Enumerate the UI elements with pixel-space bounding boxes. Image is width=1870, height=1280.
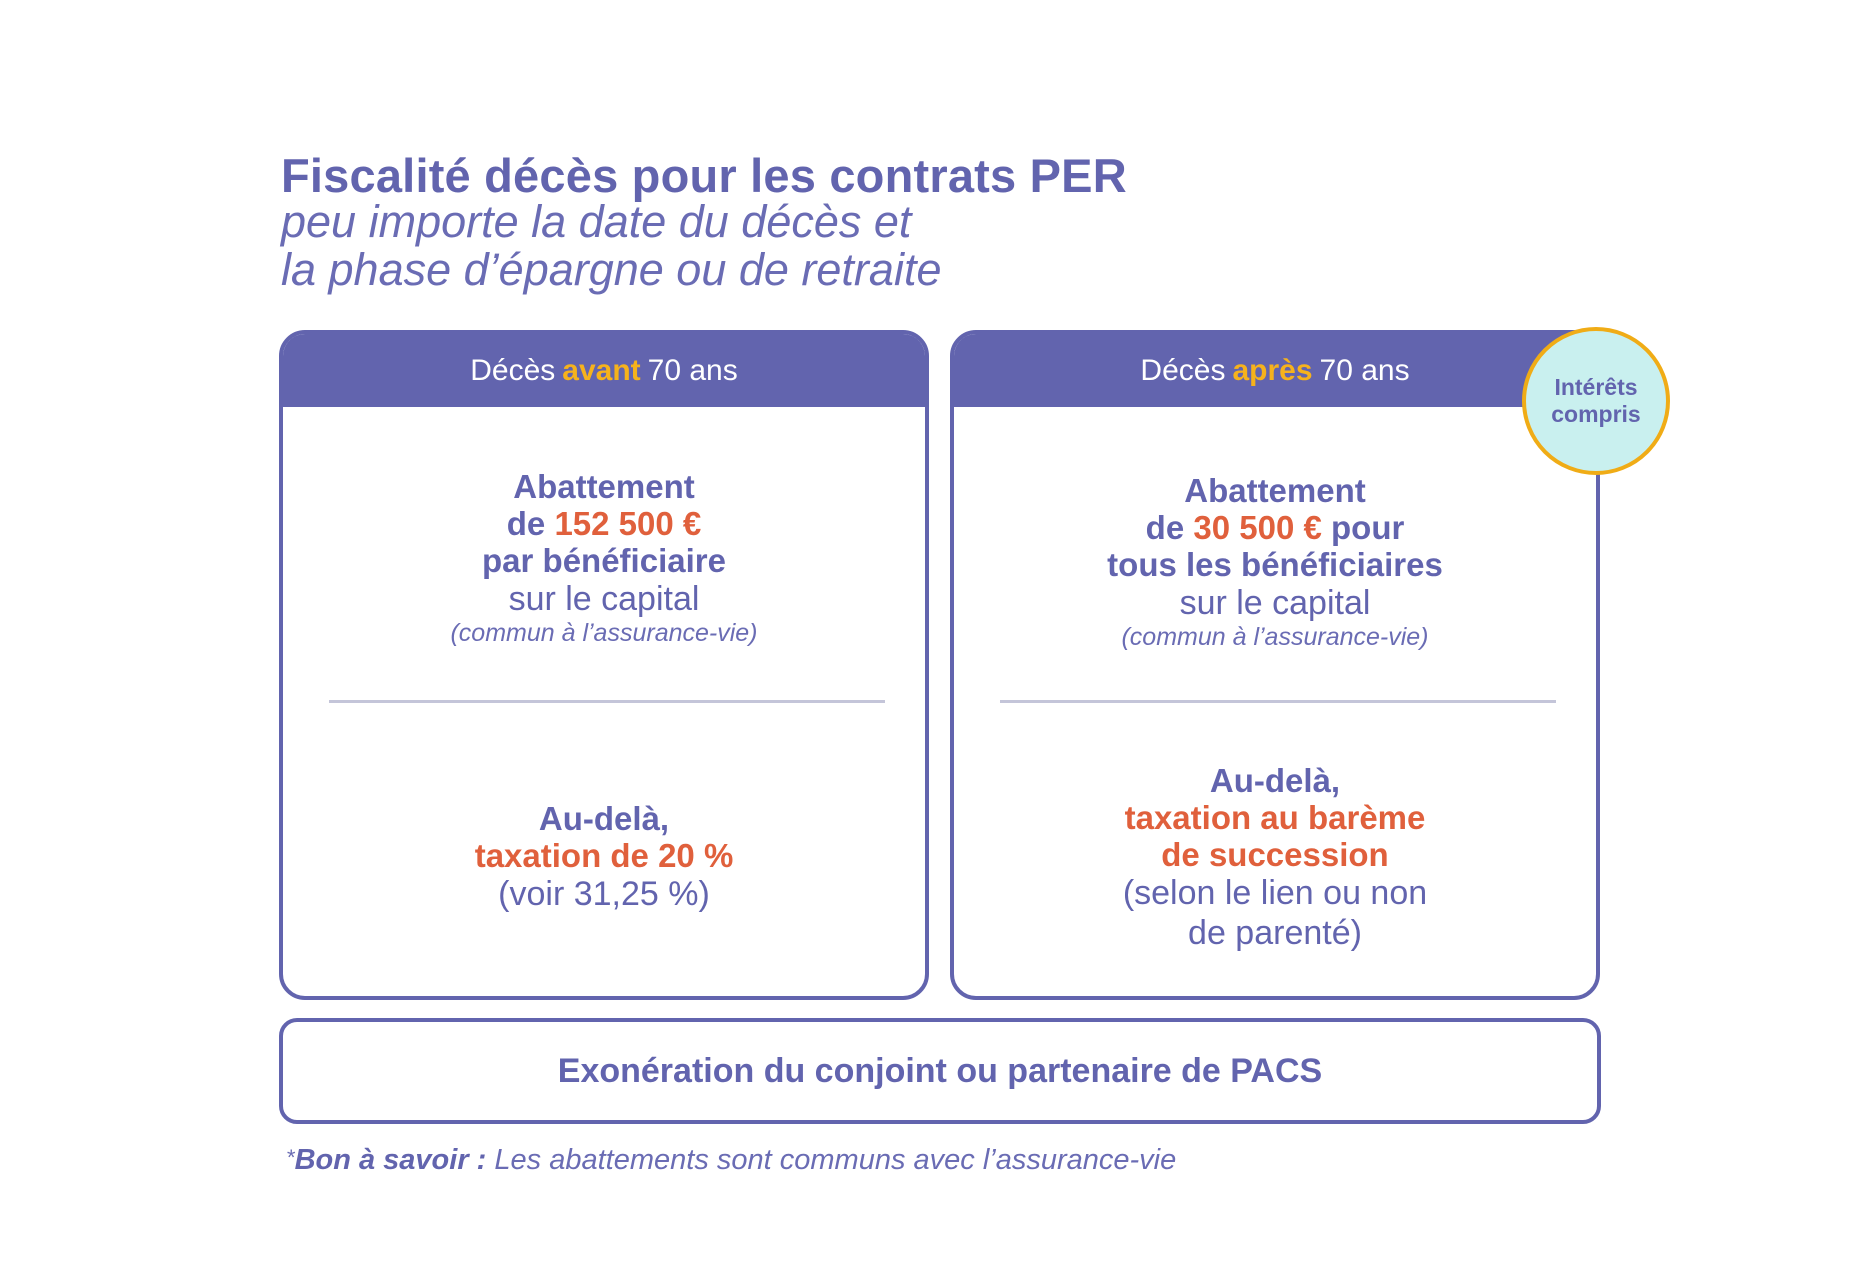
card-header-post: 70 ans xyxy=(1319,353,1410,387)
page-title: Fiscalité décès pour les contrats PER xyxy=(281,149,1127,202)
footnote-star: * xyxy=(286,1145,295,1170)
card-divider xyxy=(1000,700,1556,703)
beyond-tax-line-2: de succession xyxy=(1161,836,1389,873)
abattement-block xyxy=(283,468,925,647)
beyond-title: Au-delà, xyxy=(538,800,670,837)
subtitle-line-2: la phase d’épargne ou de retraite xyxy=(281,244,942,295)
subtitle-line-1: peu importe la date du décès et xyxy=(281,196,912,247)
badge-line-2: compris xyxy=(1551,401,1641,427)
card-header-highlight: avant xyxy=(562,353,641,387)
abattement-amount: 152 500 € xyxy=(554,505,702,542)
card-after-70 xyxy=(950,330,1600,1000)
beyond-block xyxy=(954,762,1596,953)
beyond-tax-line-1: taxation au barème xyxy=(1124,799,1426,836)
card-header-highlight: après xyxy=(1232,353,1313,387)
abattement-beneficiary: tous les bénéficiaires xyxy=(1107,546,1443,583)
beyond-block xyxy=(283,800,925,914)
card-divider xyxy=(329,700,885,703)
interets-compris-badge xyxy=(1522,327,1670,475)
beyond-detail-line-1: (selon le lien ou non xyxy=(1122,874,1428,912)
exoneration-banner xyxy=(279,1018,1601,1124)
card-header xyxy=(283,334,925,407)
abattement-note: (commun à l’assurance-vie) xyxy=(450,619,758,647)
card-before-70 xyxy=(279,330,929,1000)
abattement-title: Abattement xyxy=(1184,472,1366,509)
beyond-tax: taxation de 20 % xyxy=(474,837,734,874)
footnote-text: Les abattements sont communs avec l’assurance-vie xyxy=(494,1144,1177,1176)
exoneration-text: Exonération du conjoint ou partenaire de PACS xyxy=(557,1051,1323,1090)
abattement-capital: sur le capital xyxy=(1179,584,1371,622)
beyond-detail: (voir 31,25 %) xyxy=(498,875,710,913)
card-header-pre: Décès xyxy=(470,353,556,387)
abattement-note: (commun à l’assurance-vie) xyxy=(1121,623,1429,651)
abattement-amount-line: de 152 500 € xyxy=(506,505,702,542)
page-subtitle xyxy=(281,198,941,294)
abattement-amount: 30 500 € xyxy=(1193,509,1322,546)
beyond-detail-line-2: de parenté) xyxy=(1188,914,1362,952)
abattement-beneficiary: par bénéficiaire xyxy=(482,542,726,579)
card-header-pre: Décès xyxy=(1140,353,1226,387)
footnote-label: Bon à savoir : xyxy=(294,1144,487,1176)
abattement-amount-line: de 30 500 € pour xyxy=(1145,509,1405,546)
abattement-capital: sur le capital xyxy=(508,580,700,618)
badge-line-1: Intérêts xyxy=(1554,374,1638,400)
footnote xyxy=(286,1144,1176,1177)
abattement-block xyxy=(954,472,1596,651)
card-header xyxy=(954,334,1596,407)
beyond-title: Au-delà, xyxy=(1209,762,1341,799)
abattement-title: Abattement xyxy=(513,468,695,505)
card-header-post: 70 ans xyxy=(647,353,738,387)
